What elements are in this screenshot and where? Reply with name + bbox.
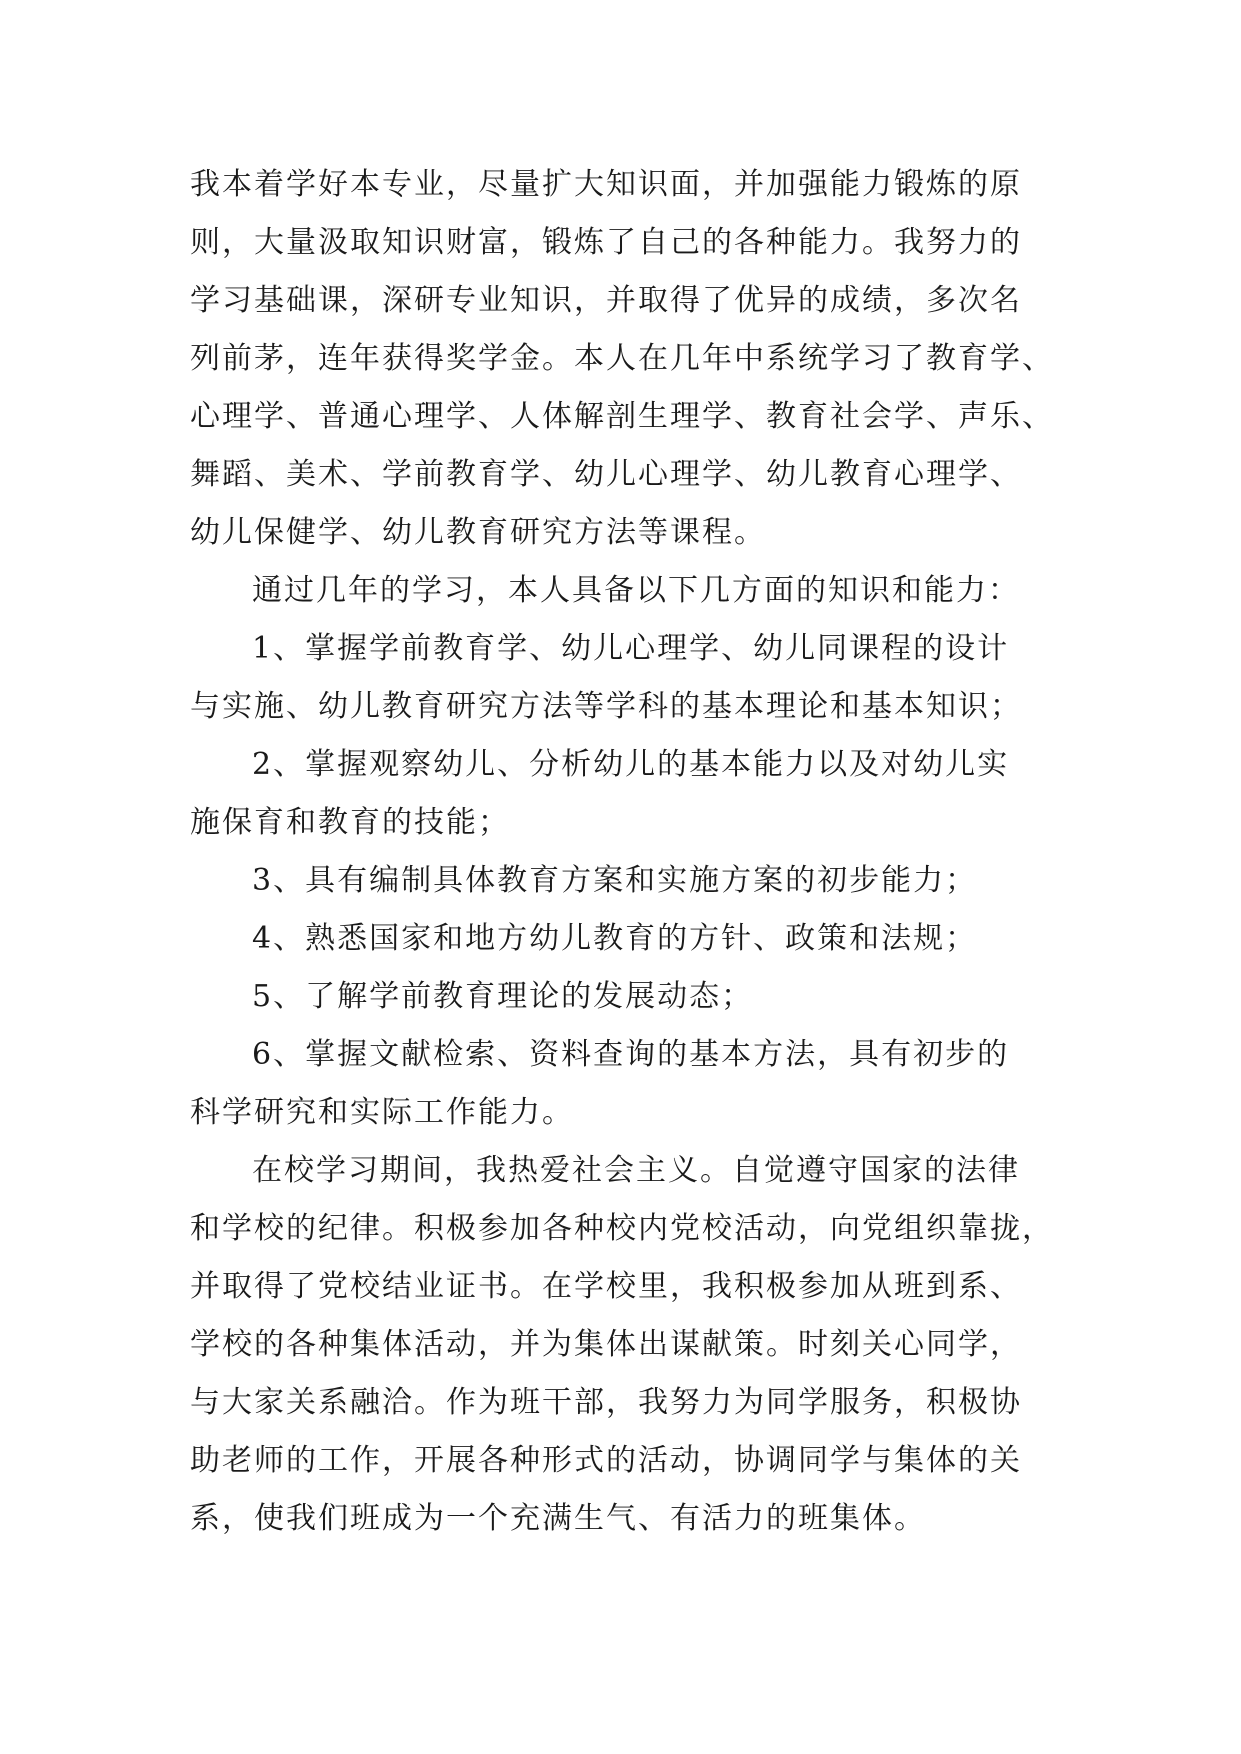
text-line: 1、掌握学前教育学、幼儿心理学、幼儿同课程的设计 <box>252 631 1010 666</box>
text-line: 施保育和教育的技能； <box>190 805 510 840</box>
text-line: 与大家关系融洽。作为班干部，我努力为同学服务，积极协 <box>190 1385 1022 1420</box>
text-line: 科学研究和实际工作能力。 <box>190 1095 574 1130</box>
text-line: 通过几年的学习，本人具备以下几方面的知识和能力： <box>252 573 1020 608</box>
text-line: 舞蹈、美术、学前教育学、幼儿心理学、幼儿教育心理学、 <box>190 457 1022 492</box>
text-line: 5、了解学前教育理论的发展动态； <box>252 979 754 1014</box>
text-line: 学校的各种集体活动，并为集体出谋献策。时刻关心同学， <box>190 1327 1022 1362</box>
text-line: 与实施、幼儿教育研究方法等学科的基本理论和基本知识； <box>190 689 1022 724</box>
text-line: 学习基础课，深研专业知识，并取得了优异的成绩，多次名 <box>190 283 1022 318</box>
text-line: 6、掌握文献检索、资料查询的基本方法，具有初步的 <box>252 1037 1010 1072</box>
document-page <box>190 156 1070 1548</box>
text-line: 3、具有编制具体教育方案和实施方案的初步能力； <box>252 863 978 898</box>
text-line: 系，使我们班成为一个充满生气、有活力的班集体。 <box>190 1501 926 1536</box>
text-line: 4、熟悉国家和地方幼儿教育的方针、政策和法规； <box>252 921 978 956</box>
text-line: 在校学习期间，我热爱社会主义。自觉遵守国家的法律 <box>252 1153 1020 1188</box>
text-line: 则，大量汲取知识财富，锻炼了自己的各种能力。我努力的 <box>190 225 1022 260</box>
text-line: 列前茅，连年获得奖学金。本人在几年中系统学习了教育学、 <box>190 341 1054 376</box>
text-line: 和学校的纪律。积极参加各种校内党校活动，向党组织靠拢， <box>190 1211 1054 1246</box>
text-line: 助老师的工作，开展各种形式的活动，协调同学与集体的关 <box>190 1443 1022 1478</box>
text-line: 心理学、普通心理学、人体解剖生理学、教育社会学、声乐、 <box>190 399 1054 434</box>
text-line: 我本着学好本专业，尽量扩大知识面，并加强能力锻炼的原 <box>190 167 1022 202</box>
text-line: 并取得了党校结业证书。在学校里，我积极参加从班到系、 <box>190 1269 1022 1304</box>
text-line: 幼儿保健学、幼儿教育研究方法等课程。 <box>190 515 766 550</box>
text-line: 2、掌握观察幼儿、分析幼儿的基本能力以及对幼儿实 <box>252 747 1010 782</box>
